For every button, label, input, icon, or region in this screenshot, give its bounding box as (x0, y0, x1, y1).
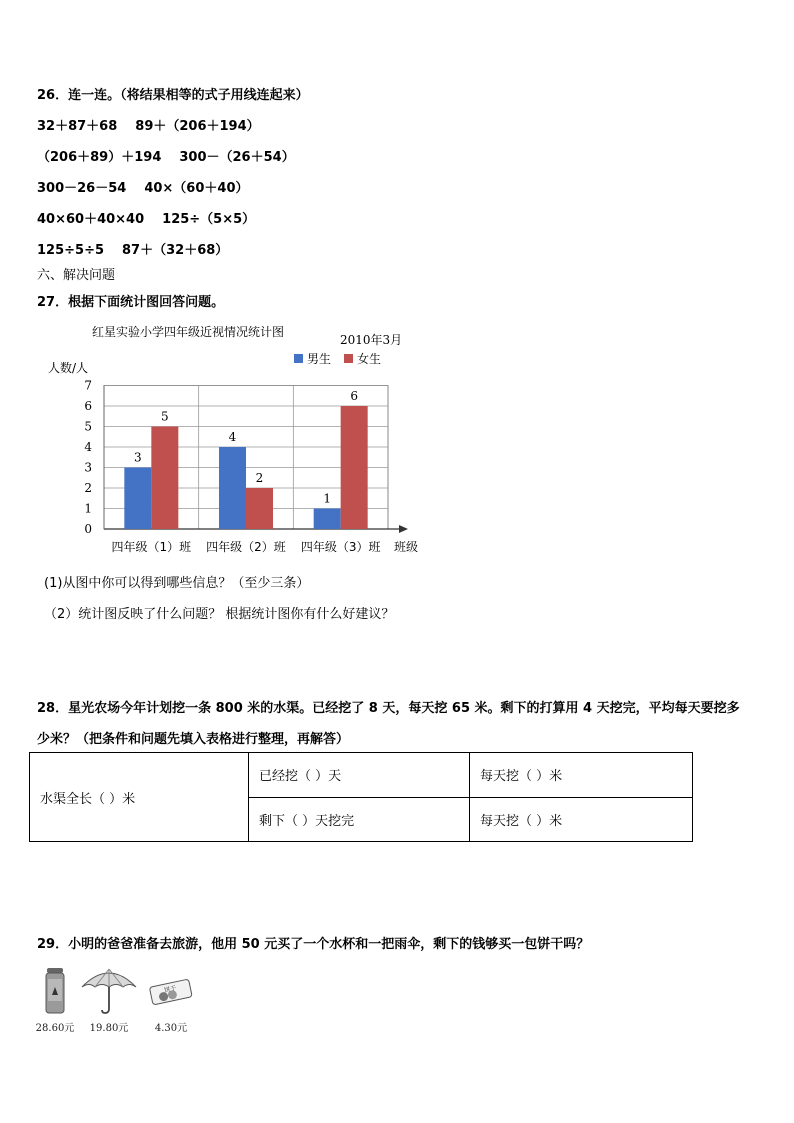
y-tick-label: 7 (84, 378, 92, 393)
umbrella-icon (80, 965, 138, 1015)
bar-value-label: 2 (255, 471, 264, 485)
bar-value-label: 5 (161, 409, 169, 424)
q26-row-3 (37, 177, 249, 196)
y-tick-label: 0 (84, 522, 92, 536)
y-tick-label: 5 (84, 419, 92, 434)
expr-right: 300－（26＋54） (179, 150, 295, 165)
biscuit-item (146, 965, 196, 1034)
cup-icon (44, 965, 66, 1015)
q27-sub1: (1)从图中你可以得到哪些信息？（至少三条） (44, 576, 310, 591)
bar-value-label: 1 (323, 491, 331, 506)
legend-girls: 女生 (357, 352, 382, 366)
bar (314, 509, 341, 530)
cup-price: 28.60元 (35, 1023, 75, 1034)
y-tick-label: 2 (84, 481, 92, 495)
bar (219, 447, 246, 529)
expr-right: 40×（60＋40） (144, 181, 249, 196)
legend-boys: 男生 (307, 352, 332, 366)
expr-left: 125÷5÷5 (37, 243, 105, 258)
q26-row-4 (37, 208, 255, 227)
x-axis-arrow (399, 525, 408, 533)
q28-title-2: 少米？（把条件和问题先填入表格进行整理，再解答） (37, 732, 350, 747)
umbrella-item (78, 965, 140, 1034)
cell-dug-days[interactable]: 已经挖（ ）天 (249, 753, 470, 798)
umbrella-price: 19.80元 (89, 1023, 129, 1034)
y-tick-label: 6 (84, 399, 92, 413)
bar (246, 488, 273, 529)
expr-right: 87＋（32＋68） (122, 243, 229, 258)
chart-title: 红星实验小学四年级近视情况统计图 (92, 325, 285, 339)
bar (151, 427, 178, 530)
category-label: 四年级（1）班 (111, 540, 192, 554)
y-axis-label: 人数/人 (48, 361, 89, 375)
q27-title: 27．根据下面统计图回答问题。 (37, 295, 225, 310)
cell-daily-length[interactable]: 每天挖（ ）米 (470, 753, 693, 798)
biscuit-price: 4.30元 (154, 1023, 188, 1034)
expr-right: 89＋（206＋194） (135, 119, 260, 134)
y-tick-label: 1 (84, 501, 92, 516)
chart-date: 2010年3月 (340, 333, 403, 347)
biscuit-icon (148, 965, 194, 1015)
section-heading: 六、解决问题 (37, 268, 116, 283)
bar-value-label: 4 (228, 430, 237, 444)
legend-swatch-boys (294, 354, 303, 363)
legend-swatch-girls (344, 354, 353, 363)
expr-left: 32＋87＋68 (37, 119, 118, 134)
expr-left: （206＋89）＋194 (37, 150, 162, 165)
bar (124, 468, 151, 530)
bar-chart (48, 318, 442, 560)
expr-left: 300－26－54 (37, 181, 127, 196)
q26-row-1 (37, 115, 260, 134)
cell-rest-days[interactable]: 剩下（ ）天挖完 (249, 797, 470, 842)
category-label: 四年级（3）班 (300, 540, 381, 554)
cup-item (35, 965, 75, 1034)
q26-row-2 (37, 146, 295, 165)
cell-total-length[interactable]: 水渠全长（ ）米 (30, 753, 249, 842)
expr-left: 40×60＋40×40 (37, 212, 145, 227)
category-label: 四年级（2）班 (206, 540, 286, 554)
x-axis-label: 班级 (394, 540, 419, 554)
expr-right: 125÷（5×5） (162, 212, 256, 227)
q28-title-1: 28．星光农场今年计划挖一条 800 米的水渠。已经挖了 8 天，每天挖 65 米。剩下的打算用 4 天挖完，平均每天要挖多 (37, 701, 740, 716)
y-tick-label: 4 (84, 440, 92, 454)
y-tick-label: 3 (84, 460, 92, 475)
q28-table (29, 752, 693, 842)
bar-value-label: 6 (350, 389, 358, 403)
bar (341, 406, 368, 529)
biscuit-pack-label: 饼干 (163, 984, 177, 995)
q29-title: 29．小明的爸爸准备去旅游，他用 50 元买了一个水杯和一把雨伞，剩下的钱够买一包饼干吗？ (37, 937, 590, 952)
q26-row-5 (37, 239, 228, 258)
cell-daily-length-2[interactable]: 每天挖（ ）米 (470, 797, 693, 842)
q26-title: 26．连一连。（将结果相等的式子用线连起来） (37, 88, 309, 103)
bar-value-label: 3 (134, 450, 142, 465)
q27-sub2: （2）统计图反映了什么问题？ 根据统计图你有什么好建议？ (44, 607, 395, 622)
